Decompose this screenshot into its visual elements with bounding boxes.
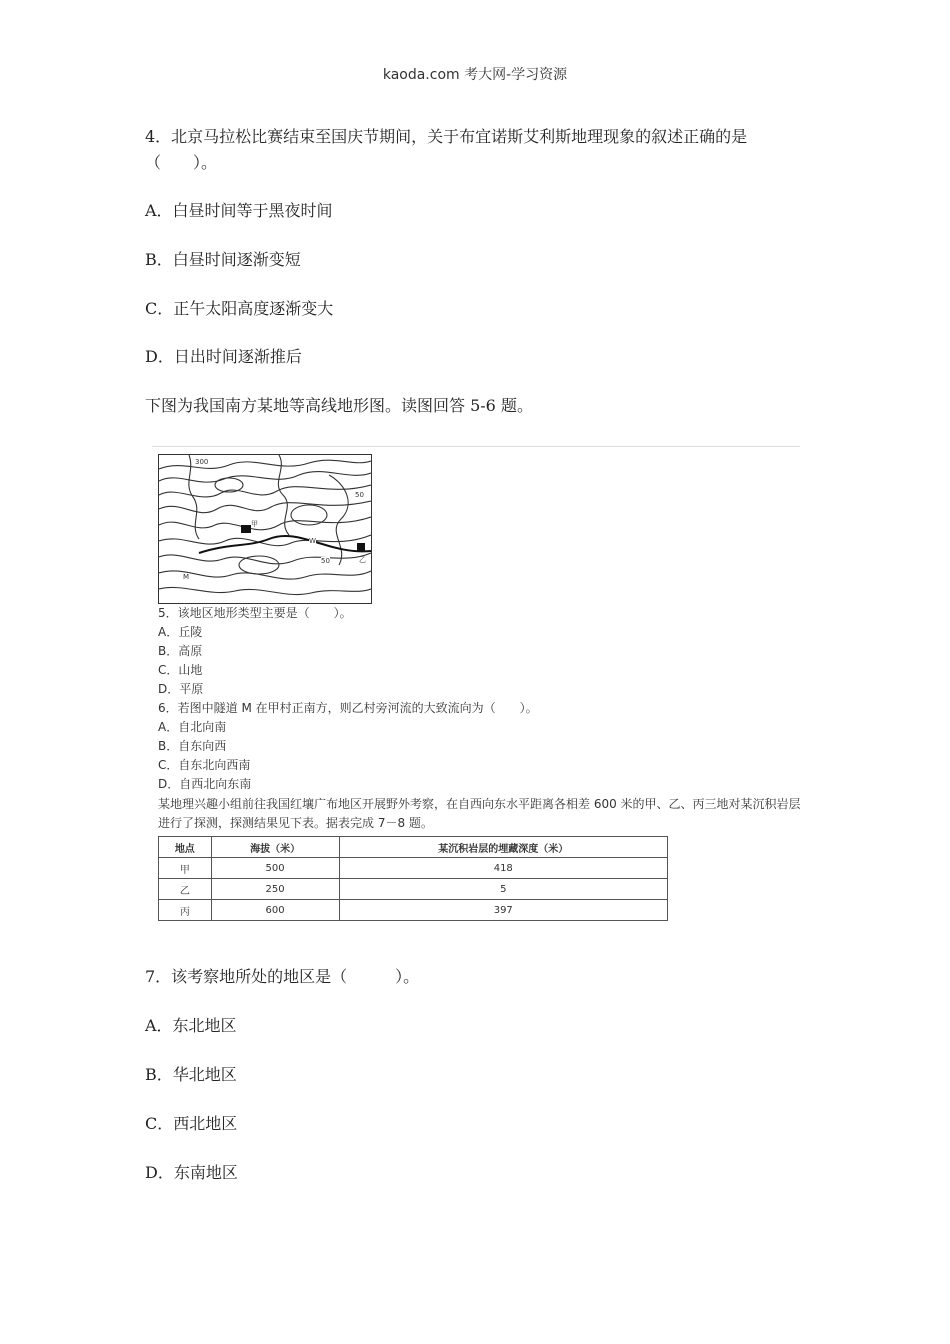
- table-header-elevation: 海拔（米）: [211, 837, 339, 858]
- site-header: kaoda.com 考大网-学习资源: [382, 67, 568, 83]
- map-label-w: W: [309, 537, 316, 545]
- question-6-option-c: C．自东北向西南: [158, 758, 251, 772]
- map-label-tunnel-m: M: [183, 573, 190, 581]
- question-4-option-c: C．正午太阳高度逐渐变大: [145, 299, 334, 318]
- question-7-option-c: C．西北地区: [145, 1114, 238, 1133]
- question-7-stem: 7．该考察地所处的地区是（ ）。: [145, 967, 420, 986]
- questions-7-8-intro: 某地理兴趣小组前往我国红壤广布地区开展野外考察，在自西向东水平距离各相差 600 米的甲、乙、丙三地对某沉积岩层进行了探测，探测结果见下表。据表完成 7－8 题。: [158, 797, 801, 830]
- question-4-option-a: A．白昼时间等于黑夜时间: [145, 201, 333, 220]
- question-4-stem: 4．北京马拉松比赛结束至国庆节期间，关于布宜诺斯艾利斯地理现象的叙述正确的是（ ）。: [145, 127, 748, 172]
- table-header-location: 地点: [159, 837, 212, 858]
- table-header-depth: 某沉积岩层的埋藏深度（米）: [339, 837, 667, 858]
- question-6-option-b: B．自东向西: [158, 739, 227, 753]
- question-6-stem: 6．若图中隧道 M 在甲村正南方，则乙村旁河流的大致流向为（ ）。: [158, 701, 538, 715]
- map-label-village-jia: 甲: [251, 520, 258, 528]
- table-cell: 丙: [159, 900, 212, 921]
- table-row: [159, 858, 668, 879]
- table-cell: 乙: [159, 879, 212, 900]
- table-row: [159, 900, 668, 921]
- map-label-village-yi: 乙: [359, 556, 366, 564]
- table-cell: 250: [211, 879, 339, 900]
- question-4-option-b: B．白昼时间逐渐变短: [145, 250, 301, 269]
- contour-lines-graphic: [159, 455, 371, 603]
- map-label-contour-50-b: 50: [321, 557, 330, 565]
- table-cell: 5: [339, 879, 667, 900]
- contour-map: [158, 454, 372, 604]
- question-7-option-d: D．东南地区: [145, 1163, 238, 1182]
- question-5-option-a: A．丘陵: [158, 625, 203, 639]
- question-5-option-d: D．平原: [158, 682, 204, 696]
- question-7-option-b: B．华北地区: [145, 1065, 237, 1084]
- table-cell: 500: [211, 858, 339, 879]
- map-label-contour-300: 300: [195, 458, 209, 466]
- table-cell: 418: [339, 858, 667, 879]
- scanned-exam-image: [152, 446, 802, 930]
- table-row: [159, 879, 668, 900]
- table-cell: 甲: [159, 858, 212, 879]
- scan-top-rule: [152, 446, 800, 447]
- question-6-option-a: A．自北向南: [158, 720, 227, 734]
- question-7-option-a: A．东北地区: [145, 1016, 237, 1035]
- table-cell: 397: [339, 900, 667, 921]
- table-cell: 600: [211, 900, 339, 921]
- question-4-option-d: D．日出时间逐渐推后: [145, 347, 302, 366]
- questions-5-6-intro: 下图为我国南方某地等高线地形图。读图回答 5-6 题。: [145, 396, 533, 415]
- survey-results-table: [158, 836, 668, 921]
- question-6-option-d: D．自西北向东南: [158, 777, 252, 791]
- map-label-contour-50-a: 50: [355, 491, 364, 499]
- question-5-option-c: C．山地: [158, 663, 203, 677]
- table-header-row: [159, 837, 668, 858]
- question-5-option-b: B．高原: [158, 644, 203, 658]
- question-5-stem: 5．该地区地形类型主要是（ ）。: [158, 606, 352, 620]
